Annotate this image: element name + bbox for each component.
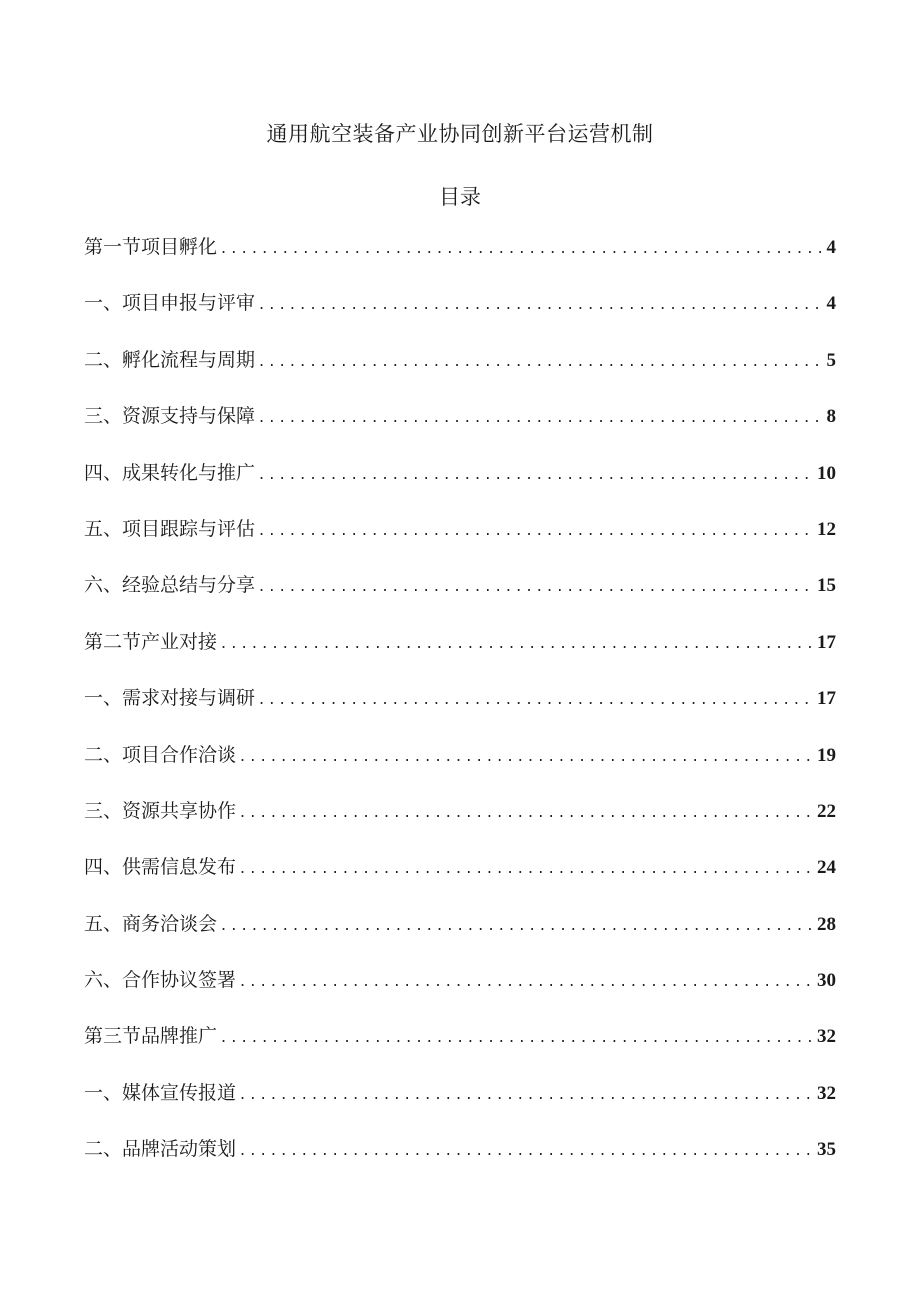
document-title: 通用航空装备产业协同创新平台运营机制 bbox=[266, 122, 654, 146]
toc-entry-page: 24 bbox=[817, 857, 836, 879]
toc-dot-leader bbox=[221, 633, 813, 652]
toc-entry-page: 32 bbox=[817, 1026, 836, 1048]
toc-entry[interactable] bbox=[84, 514, 836, 570]
toc-entry[interactable] bbox=[84, 458, 836, 514]
table-of-contents bbox=[84, 232, 836, 1191]
toc-entry-label: 第二节产业对接 bbox=[84, 630, 218, 653]
toc-dot-leader bbox=[259, 689, 813, 708]
toc-entry-label: 五、商务洽谈会 bbox=[84, 912, 218, 935]
toc-entry-page: 28 bbox=[817, 913, 836, 935]
toc-entry-page: 19 bbox=[817, 744, 836, 766]
toc-entry-label: 三、资源共享协作 bbox=[84, 799, 237, 822]
toc-dot-leader bbox=[221, 915, 813, 934]
toc-entry-label: 三、资源支持与保障 bbox=[84, 405, 256, 428]
toc-entry-label: 一、需求对接与调研 bbox=[84, 687, 256, 710]
toc-entry-label: 一、项目申报与评审 bbox=[84, 292, 256, 315]
toc-dot-leader bbox=[259, 351, 822, 370]
toc-entry-label: 一、媒体宣传报道 bbox=[84, 1081, 237, 1104]
toc-entry-page: 22 bbox=[817, 800, 836, 822]
toc-entry-page: 10 bbox=[817, 462, 836, 484]
toc-entry[interactable] bbox=[84, 1134, 836, 1190]
toc-dot-leader bbox=[259, 294, 822, 313]
toc-entry[interactable] bbox=[84, 288, 836, 344]
toc-entry[interactable] bbox=[84, 852, 836, 908]
toc-entry[interactable] bbox=[84, 570, 836, 626]
toc-heading: 目录 bbox=[439, 185, 481, 209]
toc-entry-label: 五、项目跟踪与评估 bbox=[84, 517, 256, 540]
toc-dot-leader bbox=[259, 464, 813, 483]
toc-entry[interactable] bbox=[84, 401, 836, 457]
toc-entry-page: 17 bbox=[817, 631, 836, 653]
toc-entry[interactable] bbox=[84, 345, 836, 401]
toc-entry-label: 第三节品牌推广 bbox=[84, 1025, 218, 1048]
toc-dot-leader bbox=[240, 971, 813, 990]
toc-dot-leader bbox=[240, 802, 813, 821]
toc-dot-leader bbox=[259, 520, 813, 539]
toc-entry[interactable] bbox=[84, 796, 836, 852]
toc-entry[interactable] bbox=[84, 232, 836, 288]
toc-entry-page: 8 bbox=[826, 406, 836, 428]
toc-entry-label: 六、合作协议签署 bbox=[84, 969, 237, 992]
toc-dot-leader bbox=[240, 858, 813, 877]
toc-entry-page: 35 bbox=[817, 1139, 836, 1161]
toc-entry-label: 六、经验总结与分享 bbox=[84, 574, 256, 597]
toc-entry-page: 4 bbox=[826, 293, 836, 315]
toc-entry-page: 4 bbox=[826, 237, 836, 258]
toc-dot-leader bbox=[259, 576, 813, 595]
toc-entry-label: 四、成果转化与推广 bbox=[84, 461, 256, 484]
toc-entry-page: 12 bbox=[817, 518, 836, 540]
toc-entry[interactable] bbox=[84, 909, 836, 965]
toc-entry-label: 二、孵化流程与周期 bbox=[84, 348, 256, 371]
toc-entry-label: 四、供需信息发布 bbox=[84, 856, 237, 879]
toc-entry[interactable] bbox=[84, 627, 836, 683]
toc-dot-leader bbox=[221, 1027, 813, 1046]
toc-entry[interactable] bbox=[84, 683, 836, 739]
toc-entry-page: 15 bbox=[817, 575, 836, 597]
toc-dot-leader bbox=[240, 1140, 813, 1159]
toc-entry-page: 30 bbox=[817, 970, 836, 992]
toc-entry-label: 第一节项目孵化 bbox=[84, 236, 218, 258]
toc-entry-label: 二、品牌活动策划 bbox=[84, 1138, 237, 1161]
toc-entry[interactable] bbox=[84, 1078, 836, 1134]
toc-entry-page: 5 bbox=[826, 349, 836, 371]
toc-dot-leader bbox=[240, 1084, 813, 1103]
toc-dot-leader bbox=[259, 407, 822, 426]
toc-dot-leader bbox=[240, 746, 813, 765]
toc-entry[interactable] bbox=[84, 1021, 836, 1077]
toc-entry-label: 二、项目合作洽谈 bbox=[84, 743, 237, 766]
toc-entry-page: 17 bbox=[817, 688, 836, 710]
toc-entry[interactable] bbox=[84, 965, 836, 1021]
toc-entry-page: 32 bbox=[817, 1082, 836, 1104]
toc-dot-leader bbox=[221, 238, 822, 257]
toc-entry[interactable] bbox=[84, 740, 836, 796]
